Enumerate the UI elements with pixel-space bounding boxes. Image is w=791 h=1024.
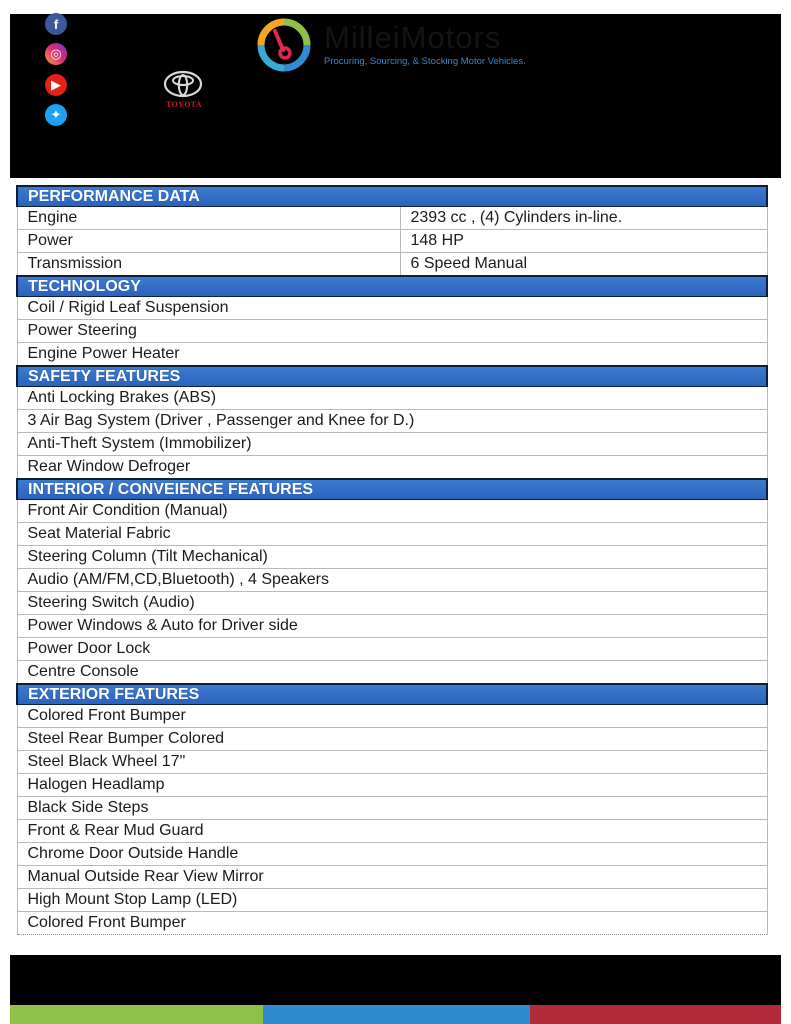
feature-label: Rear Window Defroger bbox=[17, 456, 767, 480]
feature-label: Anti Locking Brakes (ABS) bbox=[17, 387, 767, 410]
feature-label: Front & Rear Mud Guard bbox=[17, 820, 767, 843]
section-header-performance bbox=[17, 186, 767, 207]
section-title: TECHNOLOGY bbox=[17, 276, 767, 297]
feature-label: Black Side Steps bbox=[17, 797, 767, 820]
millei-motors-logo-icon bbox=[255, 16, 313, 74]
feature-row bbox=[17, 297, 767, 320]
feature-row bbox=[17, 912, 767, 935]
feature-label: 3 Air Bag System (Driver , Passenger and Knee for D.) bbox=[17, 410, 767, 433]
feature-row bbox=[17, 592, 767, 615]
section-title: SAFETY FEATURES bbox=[17, 366, 767, 387]
feature-label: Colored Front Bumper bbox=[17, 705, 767, 728]
spec-label: Engine bbox=[17, 207, 400, 230]
instagram-icon[interactable]: ◎ bbox=[45, 43, 67, 65]
toyota-wordmark: TOYOTA bbox=[166, 100, 202, 109]
feature-row bbox=[17, 774, 767, 797]
feature-label: Anti-Theft System (Immobilizer) bbox=[17, 433, 767, 456]
feature-label: Steel Rear Bumper Colored bbox=[17, 728, 767, 751]
footer-red-stripe bbox=[530, 1005, 781, 1024]
feature-label: Power Windows & Auto for Driver side bbox=[17, 615, 767, 638]
feature-row bbox=[17, 751, 767, 774]
feature-row bbox=[17, 523, 767, 546]
spec-row bbox=[17, 230, 767, 253]
feature-row bbox=[17, 705, 767, 728]
feature-label: Coil / Rigid Leaf Suspension bbox=[17, 297, 767, 320]
feature-row bbox=[17, 569, 767, 592]
feature-label: Front Air Condition (Manual) bbox=[17, 500, 767, 523]
feature-row bbox=[17, 728, 767, 751]
feature-label: Seat Material Fabric bbox=[17, 523, 767, 546]
spec-table bbox=[16, 185, 768, 935]
section-header-technology bbox=[17, 276, 767, 297]
feature-row bbox=[17, 500, 767, 523]
feature-row bbox=[17, 320, 767, 343]
spec-value: 2393 cc , (4) Cylinders in-line. bbox=[400, 207, 767, 230]
feature-row bbox=[17, 866, 767, 889]
spec-row bbox=[17, 253, 767, 277]
youtube-icon[interactable]: ▶ bbox=[45, 74, 67, 96]
feature-label: Engine Power Heater bbox=[17, 343, 767, 367]
feature-label: High Mount Stop Lamp (LED) bbox=[17, 889, 767, 912]
feature-label: Steel Black Wheel 17" bbox=[17, 751, 767, 774]
feature-label: Centre Console bbox=[17, 661, 767, 685]
feature-label: Halogen Headlamp bbox=[17, 774, 767, 797]
spec-value: 6 Speed Manual bbox=[400, 253, 767, 277]
feature-row bbox=[17, 410, 767, 433]
footer-green-stripe bbox=[10, 1005, 263, 1024]
section-header-safety bbox=[17, 366, 767, 387]
footer-banner bbox=[10, 955, 781, 1005]
brand-tagline: Procuring, Sourcing, & Stocking Motor Vehicles. bbox=[324, 56, 526, 67]
spec-label: Transmission bbox=[17, 253, 400, 277]
feature-label: Chrome Door Outside Handle bbox=[17, 843, 767, 866]
feature-row bbox=[17, 387, 767, 410]
section-title: INTERIOR / CONVEIENCE FEATURES bbox=[17, 479, 767, 500]
spec-label: Power bbox=[17, 230, 400, 253]
feature-label: Manual Outside Rear View Mirror bbox=[17, 866, 767, 889]
feature-row bbox=[17, 820, 767, 843]
footer-blue-stripe bbox=[263, 1005, 530, 1024]
feature-row bbox=[17, 433, 767, 456]
feature-row bbox=[17, 889, 767, 912]
spec-value: 148 HP bbox=[400, 230, 767, 253]
feature-label: Power Door Lock bbox=[17, 638, 767, 661]
section-header-interior bbox=[17, 479, 767, 500]
brand-name: MilleiMotors bbox=[324, 20, 502, 55]
feature-row bbox=[17, 343, 767, 367]
facebook-icon[interactable]: f bbox=[45, 13, 67, 35]
feature-label: Power Steering bbox=[17, 320, 767, 343]
feature-label: Steering Column (Tilt Mechanical) bbox=[17, 546, 767, 569]
toyota-logo-icon bbox=[163, 70, 203, 98]
section-header-exterior bbox=[17, 684, 767, 705]
feature-label: Steering Switch (Audio) bbox=[17, 592, 767, 615]
feature-label: Colored Front Bumper bbox=[17, 912, 767, 935]
section-title: PERFORMANCE DATA bbox=[17, 186, 767, 207]
feature-row bbox=[17, 797, 767, 820]
section-title: EXTERIOR FEATURES bbox=[17, 684, 767, 705]
twitter-icon[interactable]: ✦ bbox=[45, 104, 67, 126]
feature-row bbox=[17, 456, 767, 480]
feature-row bbox=[17, 638, 767, 661]
feature-row bbox=[17, 843, 767, 866]
feature-row bbox=[17, 615, 767, 638]
feature-label: Audio (AM/FM,CD,Bluetooth) , 4 Speakers bbox=[17, 569, 767, 592]
feature-row bbox=[17, 661, 767, 685]
spec-row bbox=[17, 207, 767, 230]
feature-row bbox=[17, 546, 767, 569]
